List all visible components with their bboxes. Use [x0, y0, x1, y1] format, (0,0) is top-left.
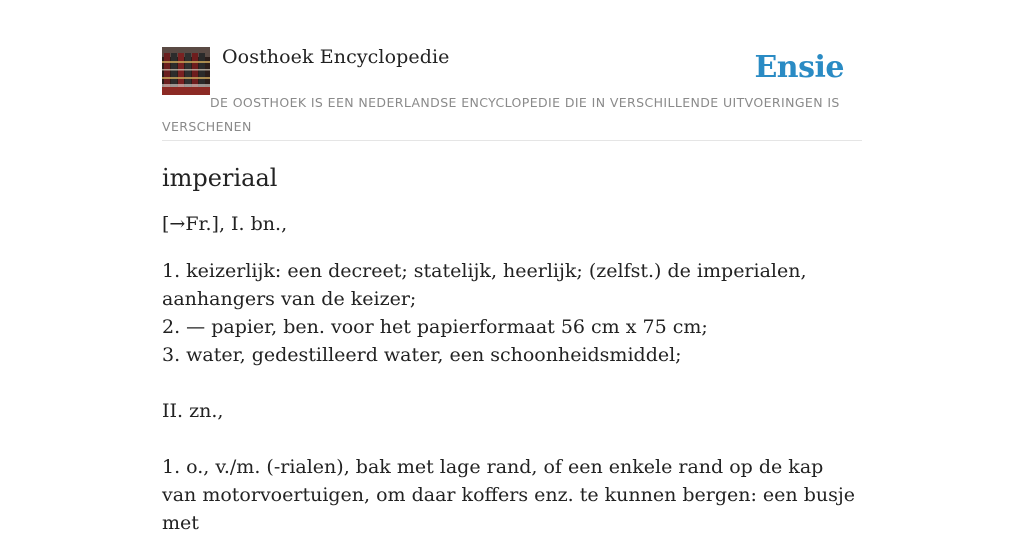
definition-line: 3. water, gedestilleerd water, een schoonheidsmiddel;	[162, 344, 682, 366]
spacer	[162, 369, 862, 397]
definition-line: 2. — papier, ben. voor het papierformaat 56 cm x 75 cm;	[162, 316, 708, 338]
article-body	[162, 257, 862, 537]
article	[162, 160, 862, 537]
definition-line: 1. o., v./m. (-rialen), bak met lage rand, of een enkele rand op de kap van motorvoertuigen, om daar koffers enz. te kunnen bergen: een busje met	[162, 456, 855, 534]
site-tagline: DE OOSTHOEK IS EEN NEDERLANDSE ENCYCLOPEDIE DIE IN VERSCHILLENDE UITVOERINGEN IS VERSCHENEN	[162, 95, 840, 134]
definition-line: 1. keizerlijk: een decreet; statelijk, heerlijk; (zelfst.) de imperialen, aanhangers van de keizer;	[162, 260, 807, 310]
article-title: imperiaal	[162, 164, 278, 192]
ensie-logo-link[interactable]: Ensie	[754, 50, 844, 85]
definition-line: II. zn.,	[162, 400, 224, 422]
article-etymology: [→Fr.], I. bn.,	[162, 213, 288, 235]
site-header	[162, 46, 862, 141]
encyclopedia-books-icon[interactable]	[162, 47, 210, 95]
site-title-link[interactable]: Oosthoek Encyclopedie	[222, 46, 450, 68]
spacer	[162, 425, 862, 453]
